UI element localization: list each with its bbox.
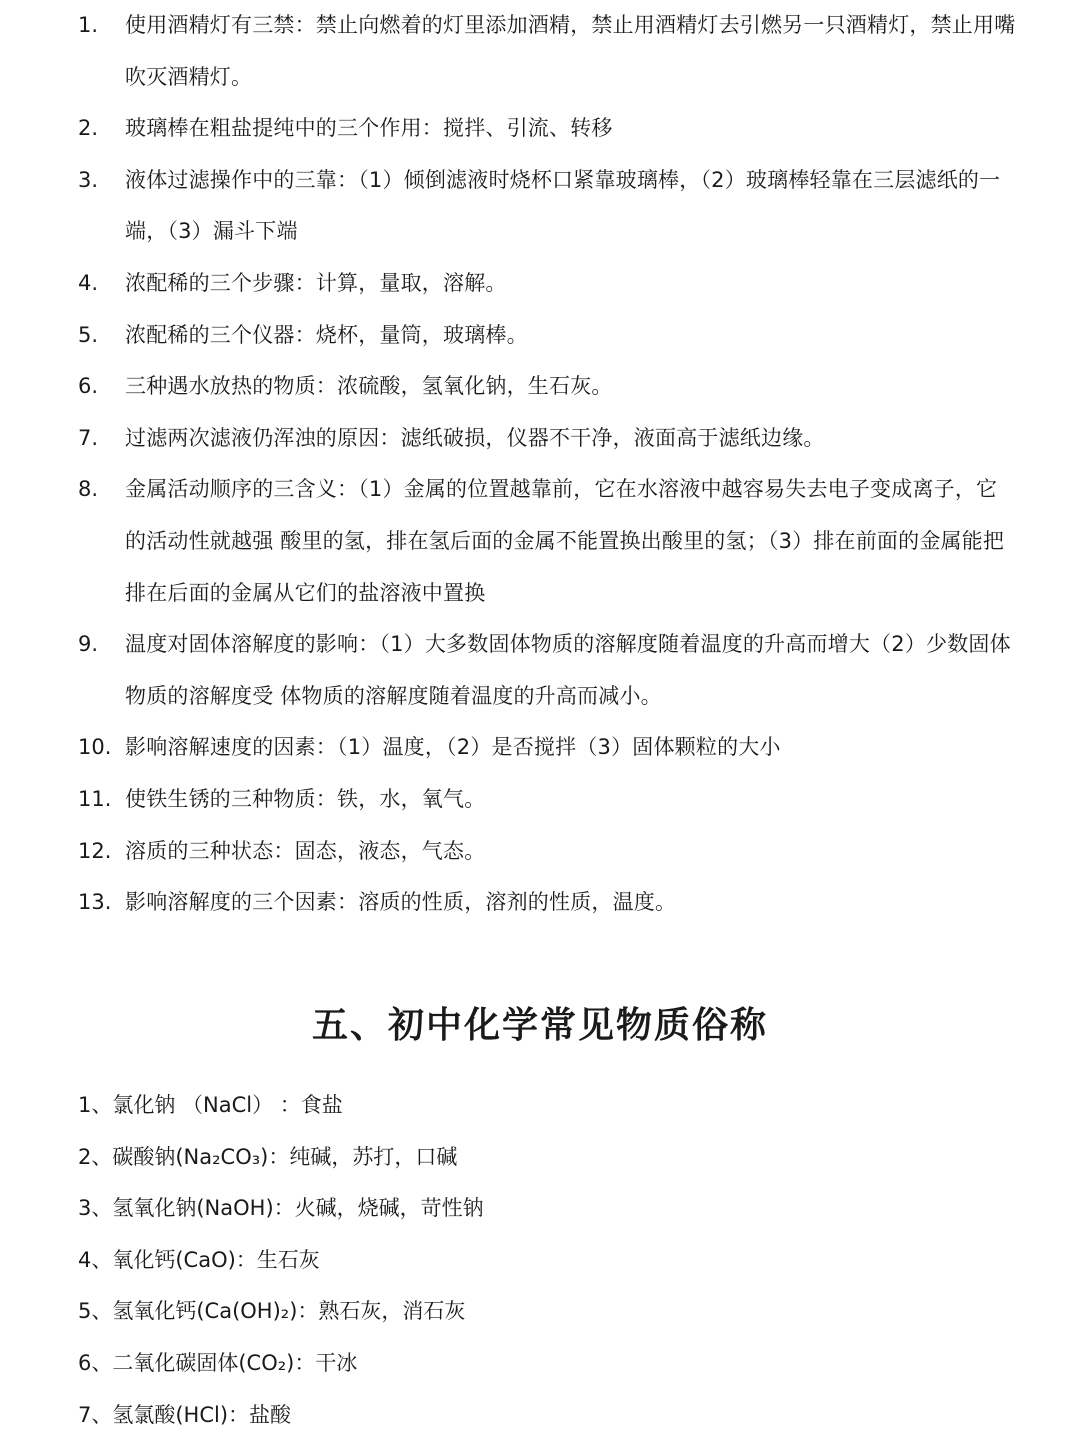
item-number: 4. xyxy=(78,270,99,295)
item-text: 三种遇水放热的物质：浓硫酸，氢氧化钠，生石灰。 xyxy=(125,374,613,399)
list-item xyxy=(78,310,1018,362)
item-text: 过滤两次滤液仍浑浊的原因：滤纸破损，仪器不干净，液面高于滤纸边缘。 xyxy=(125,425,825,450)
item-text: 使用酒精灯有三禁：禁止向燃着的灯里添加酒精，禁止用酒精灯去引燃另一只酒精灯，禁止用嘴吹灭酒精灯。 xyxy=(125,13,1016,89)
item-number: 9. xyxy=(78,632,99,657)
alias-item: 7、氢氯酸(HCl)：盐酸 xyxy=(78,1402,292,1427)
list-item xyxy=(78,258,1018,310)
alias-item: 5、氢氧化钙(Ca(OH)₂)：熟石灰，消石灰 xyxy=(78,1299,466,1324)
item-number: 12. xyxy=(78,838,112,863)
numbered-list xyxy=(78,0,1018,929)
list-item xyxy=(78,774,1018,826)
item-text: 液体过滤操作中的三靠：（1）倾倒滤液时烧杯口紧靠玻璃棒，（2）玻璃棒轻靠在三层滤纸的一端，（3）漏斗下端 xyxy=(125,167,1001,244)
item-number: 6. xyxy=(78,374,99,399)
list-item xyxy=(78,361,1018,413)
item-text: 影响溶解速度的因素：（1）温度，（2）是否搅拌（3）固体颗粒的大小 xyxy=(125,735,781,760)
list-item xyxy=(78,103,1018,155)
list-item xyxy=(78,155,1018,258)
item-text: 金属活动顺序的三含义：（1）金属的位置越靠前，它在水溶液中越容易失去电子变成离子，它 的活动性就越强 酸里的氢，排在氢后面的金属不能置换出酸里的氢；（3）排在前面的金属能把排在后面的金属从它们的盐溶液中置换 xyxy=(125,477,1005,605)
item-number: 5. xyxy=(78,322,99,347)
item-text: 溶质的三种状态：固态，液态，气态。 xyxy=(125,838,486,863)
alias-item: 1、氯化钠 （NaCl） ：食盐 xyxy=(78,1093,343,1117)
item-number: 1. xyxy=(78,13,99,37)
list-item xyxy=(78,0,1018,103)
item-number: 8. xyxy=(78,477,99,502)
alias-item: 3、氢氧化钠(NaOH)：火碱，烧碱，苛性钠 xyxy=(78,1196,484,1221)
item-number: 7. xyxy=(78,425,99,450)
alias-item: 4、氧化钙(CaO)：生石灰 xyxy=(78,1247,320,1272)
item-text: 使铁生锈的三种物质：铁，水，氧气。 xyxy=(125,786,486,811)
item-text: 浓配稀的三个步骤：计算，量取，溶解。 xyxy=(125,270,507,295)
item-text: 浓配稀的三个仪器：烧杯，量筒，玻璃棒。 xyxy=(125,322,528,347)
item-number: 10. xyxy=(78,735,112,760)
alias-item: 6、二氧化碳固体(CO₂)：干冰 xyxy=(78,1350,358,1375)
list-item xyxy=(78,413,1018,465)
item-text: 温度对固体溶解度的影响：（1）大多数固体物质的溶解度随着温度的升高而增大（2）少数固体物质的溶解度受 体物质的溶解度随着温度的升高而减小。 xyxy=(125,632,1011,708)
item-text: 影响溶解度的三个因素：溶质的性质，溶剂的性质，温度。 xyxy=(125,890,677,915)
item-number: 3. xyxy=(78,167,99,192)
alias-list xyxy=(78,1080,1018,1441)
section-title: 五、初中化学常见物质俗称 xyxy=(311,1005,768,1046)
item-text: 玻璃棒在粗盐提纯中的三个作用：搅拌、引流、转移 xyxy=(125,116,613,141)
list-item xyxy=(78,619,1018,722)
item-number: 11. xyxy=(78,786,112,811)
list-item xyxy=(78,464,1018,619)
list-item xyxy=(78,877,1018,929)
item-number: 13. xyxy=(78,890,112,915)
list-item xyxy=(78,826,1018,878)
alias-item: 2、碳酸钠(Na₂CO₃)：纯碱，苏打，口碱 xyxy=(78,1144,458,1169)
list-item xyxy=(78,722,1018,774)
item-number: 2. xyxy=(78,116,99,141)
